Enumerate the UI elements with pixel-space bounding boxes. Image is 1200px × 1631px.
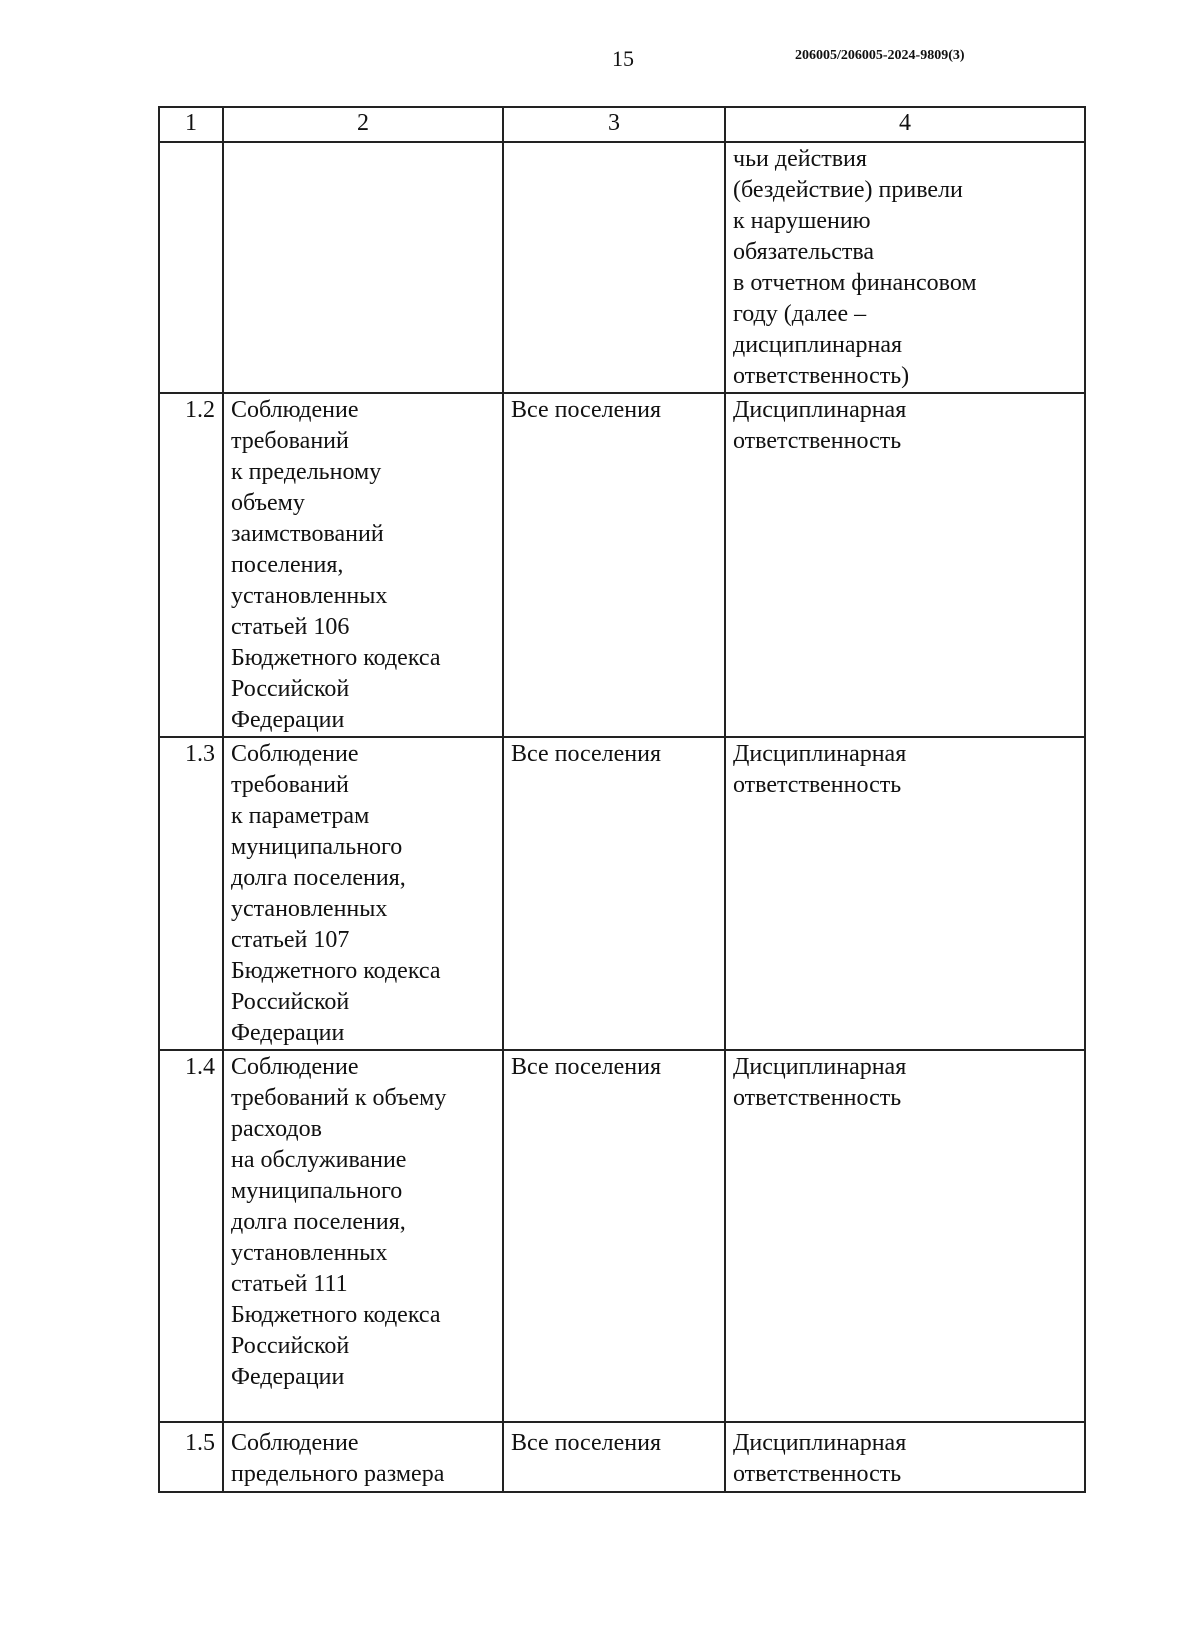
table-row-continuation: [159, 142, 1085, 393]
cell-num: 1.3: [159, 737, 223, 1050]
text-line: дисциплинарная: [733, 332, 903, 358]
text-line: ответственность: [733, 428, 902, 454]
column-header: 1: [159, 107, 223, 142]
text-line: муниципального: [231, 834, 403, 860]
cell-num: 1.5: [159, 1422, 223, 1492]
table-row: [159, 1050, 1085, 1422]
text-line: Соблюдение: [231, 1430, 359, 1456]
text-line: чьи действия: [733, 146, 867, 172]
column-header: 2: [223, 107, 503, 142]
cell-name: [223, 393, 503, 737]
text-line: муниципального: [231, 1178, 403, 1204]
text-line: в отчетном финансовом: [733, 270, 977, 296]
text-line: обязательства: [733, 239, 875, 265]
cell-name: [223, 737, 503, 1050]
text-line: статьей 111: [231, 1271, 348, 1297]
text-line: к предельному: [231, 459, 382, 485]
cell-name: [223, 1422, 503, 1492]
text-line: Соблюдение: [231, 397, 359, 423]
requirements-table: [158, 106, 1086, 1493]
text-line: долга поселения,: [231, 865, 406, 891]
text-line: ответственность: [733, 1085, 902, 1111]
cell-scope: [503, 142, 725, 393]
text-line: долга поселения,: [231, 1209, 406, 1235]
cell-num: [159, 142, 223, 393]
text-line: к параметрам: [231, 803, 370, 829]
text-line: установленных: [231, 583, 388, 609]
text-line: (бездействие) привели: [733, 177, 963, 203]
text-line: Федерации: [231, 1364, 345, 1390]
table-row: [159, 1422, 1085, 1492]
text-line: ответственность: [733, 1461, 902, 1487]
text-line: Дисциплинарная: [733, 1430, 907, 1456]
cell-name: [223, 142, 503, 393]
text-line: установленных: [231, 896, 388, 922]
text-line: заимствований: [231, 521, 384, 547]
cell-liability: [725, 737, 1085, 1050]
text-line: установленных: [231, 1240, 388, 1266]
text-line: Российской: [231, 989, 350, 1015]
text-line: Российской: [231, 676, 350, 702]
text-line: к нарушению: [733, 208, 871, 234]
text-line: требований: [231, 428, 349, 454]
text-line: Дисциплинарная: [733, 741, 907, 767]
cell-scope: Все поселения: [503, 1050, 725, 1422]
cell-scope: Все поселения: [503, 1422, 725, 1492]
text-line: Соблюдение: [231, 741, 359, 767]
table-header-row: [159, 107, 1085, 142]
cell-liability: [725, 142, 1085, 393]
text-line: Соблюдение: [231, 1054, 359, 1080]
text-line: Российской: [231, 1333, 350, 1359]
page-number: 15: [612, 46, 634, 71]
column-header: 3: [503, 107, 725, 142]
cell-name: [223, 1050, 503, 1422]
table-row: [159, 737, 1085, 1050]
text-line: году (далее –: [733, 301, 867, 327]
text-line: Федерации: [231, 1020, 345, 1046]
text-line: требований к объему: [231, 1085, 447, 1111]
cell-scope: Все поселения: [503, 393, 725, 737]
text-line: ответственность): [733, 363, 910, 389]
cell-num: 1.4: [159, 1050, 223, 1422]
text-line: требований: [231, 772, 349, 798]
text-line: Дисциплинарная: [733, 1054, 907, 1080]
text-line: Дисциплинарная: [733, 397, 907, 423]
cell-scope: Все поселения: [503, 737, 725, 1050]
text-line: Федерации: [231, 707, 345, 733]
text-line: ответственность: [733, 772, 902, 798]
document-reference: 206005/206005-2024-9809(3): [795, 48, 965, 63]
text-line: поселения,: [231, 552, 344, 578]
text-line: Бюджетного кодекса: [231, 1302, 441, 1328]
text-line: на обслуживание: [231, 1147, 407, 1173]
cell-liability: [725, 393, 1085, 737]
text-line: статьей 107: [231, 927, 350, 953]
cell-liability: [725, 1050, 1085, 1422]
table-row: [159, 393, 1085, 737]
column-header: 4: [725, 107, 1085, 142]
text-line: Бюджетного кодекса: [231, 958, 441, 984]
cell-num: 1.2: [159, 393, 223, 737]
text-line: предельного размера: [231, 1461, 445, 1487]
text-line: расходов: [231, 1116, 322, 1142]
text-line: объему: [231, 490, 305, 516]
text-line: Бюджетного кодекса: [231, 645, 441, 671]
cell-liability: [725, 1422, 1085, 1492]
text-line: статьей 106: [231, 614, 350, 640]
